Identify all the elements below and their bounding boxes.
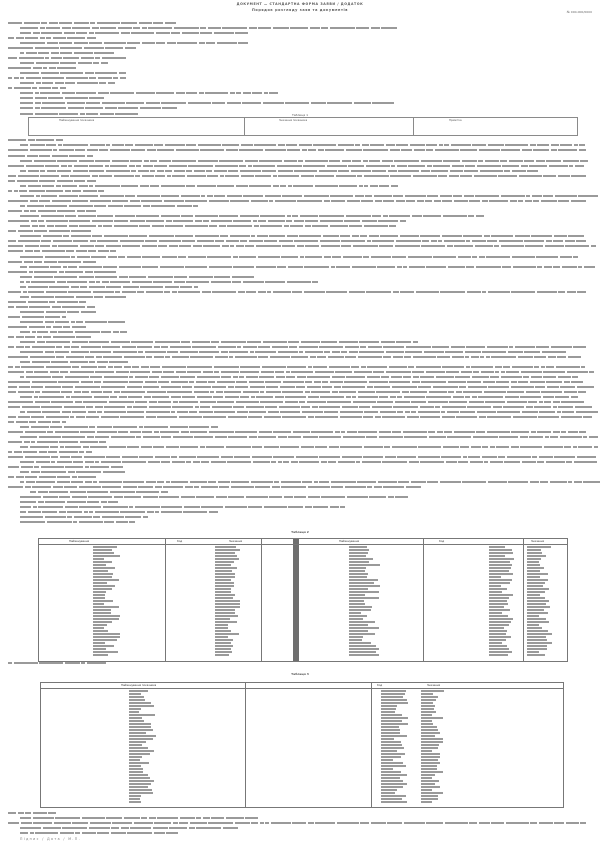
- data-table-3: [40, 682, 564, 808]
- text-line: [8, 77, 128, 80]
- table-cell: [489, 654, 510, 657]
- text-line: [8, 336, 98, 339]
- t3-h3: Значення: [427, 684, 441, 687]
- text-line: [20, 185, 400, 188]
- small-table-col-2: Значення показника: [279, 119, 308, 122]
- text-line: [20, 351, 570, 354]
- text-line: [8, 346, 588, 349]
- text-line: [20, 52, 120, 55]
- text-line: [8, 230, 98, 233]
- text-line: [8, 366, 588, 369]
- text-line: [8, 431, 588, 434]
- parameters-table: [28, 117, 578, 136]
- text-line: [8, 822, 588, 825]
- text-line: [8, 149, 588, 152]
- text-line: [20, 471, 130, 474]
- text-line: [20, 827, 240, 830]
- table-cell: [381, 801, 409, 804]
- t2-h5: Код: [439, 540, 445, 543]
- text-line: [8, 57, 128, 60]
- text-line: [20, 311, 100, 314]
- text-line: [8, 406, 598, 409]
- text-line: [20, 72, 130, 75]
- text-line: [8, 240, 588, 243]
- text-line: [8, 220, 408, 223]
- table-cell: [215, 654, 231, 657]
- t2-h4: Найменування: [339, 540, 360, 543]
- document-subtitle: Порядок розгляду заяв та документів: [251, 8, 349, 12]
- text-line: [30, 491, 170, 494]
- text-line: [8, 261, 98, 264]
- table2-header: [39, 539, 567, 545]
- text-line: [20, 92, 280, 95]
- text-line: [20, 376, 580, 379]
- text-line: [8, 466, 128, 469]
- text-line: [20, 521, 140, 524]
- text-line: [8, 291, 588, 294]
- text-line: [8, 190, 108, 193]
- text-line: [20, 516, 150, 519]
- text-line: [20, 511, 220, 514]
- text-line: [20, 97, 110, 100]
- small-table-caption: Таблиця 1: [291, 113, 309, 117]
- text-line: [8, 421, 68, 424]
- signature-line: Підпис / Дата / М.П.: [20, 837, 82, 841]
- document-number: № 000-000/0000: [566, 10, 592, 14]
- text-line: [20, 160, 590, 163]
- text-line: [20, 296, 130, 299]
- text-line: [8, 200, 588, 203]
- text-line: [8, 812, 58, 815]
- text-line: [20, 144, 590, 147]
- text-line: [20, 281, 320, 284]
- text-line: [8, 441, 108, 444]
- table-cell: [527, 654, 547, 657]
- text-line: [20, 107, 180, 110]
- text-line: [20, 235, 590, 238]
- text-line: [20, 506, 350, 509]
- text-line: [8, 486, 428, 489]
- text-line: [20, 341, 420, 344]
- text-line: [20, 501, 120, 504]
- t2-h3: Значення: [229, 540, 243, 543]
- text-line: [20, 461, 600, 464]
- text-line: [20, 496, 410, 499]
- text-line: [8, 356, 588, 359]
- text-line: [8, 326, 88, 329]
- text-line: [8, 306, 98, 309]
- text-line: [20, 361, 130, 364]
- text-line: [20, 27, 400, 30]
- text-line: [20, 436, 600, 439]
- text-line: [8, 301, 88, 304]
- text-line: [8, 451, 98, 454]
- text-line: [8, 456, 598, 459]
- text-line: [20, 42, 250, 45]
- text-line: [8, 22, 178, 25]
- text-line: [20, 62, 110, 65]
- data-table-2: [38, 538, 568, 662]
- text-line: [20, 276, 260, 279]
- table2-heading: Таблиця 2: [291, 530, 309, 534]
- text-line: [20, 426, 220, 429]
- small-table-col-3: Примітка: [449, 119, 462, 122]
- text-line: [20, 286, 200, 289]
- small-table-col-1: Найменування показника: [59, 119, 95, 122]
- text-line: [20, 832, 180, 835]
- text-line: [8, 67, 78, 70]
- text-line: [8, 316, 68, 319]
- text-line: [20, 256, 580, 259]
- text-line: [20, 215, 490, 218]
- table-cell: [349, 654, 381, 657]
- t3-h1: Найменування показника: [121, 684, 157, 687]
- text-line: [20, 481, 600, 484]
- text-line: [8, 381, 588, 384]
- t2-h2: Код: [177, 540, 183, 543]
- text-line: [8, 37, 98, 40]
- text-line: [20, 205, 200, 208]
- table3-heading: Таблиця 3: [291, 672, 309, 676]
- text-line: [8, 271, 118, 274]
- text-line: [20, 82, 120, 85]
- text-line: [20, 170, 540, 173]
- text-line: [8, 386, 598, 389]
- text-line: [8, 87, 68, 90]
- text-line: [20, 266, 600, 269]
- table-cell: [421, 801, 434, 804]
- text-line: [8, 476, 98, 479]
- t2-h1: Найменування: [69, 540, 90, 543]
- text-line: [8, 662, 108, 665]
- text-line: [8, 210, 98, 213]
- text-line: [8, 250, 118, 253]
- text-line: [20, 331, 130, 334]
- text-line: [20, 195, 600, 198]
- text-line: [20, 321, 130, 324]
- text-line: [20, 102, 400, 105]
- table3-header: [41, 683, 563, 689]
- text-line: [8, 155, 98, 158]
- text-line: [8, 139, 68, 142]
- document-title: ДОКУМЕНТ — СТАНДАРТНА ФОРМА ЗАЯВИ / ДОДАТОК: [236, 2, 364, 6]
- text-line: [8, 245, 598, 248]
- text-line: [20, 396, 580, 399]
- text-line: [8, 180, 98, 183]
- text-line: [8, 175, 588, 178]
- text-line: [20, 817, 260, 820]
- t3-h2: Код: [377, 684, 383, 687]
- text-line: [8, 401, 588, 404]
- text-line: [8, 416, 598, 419]
- text-line: [20, 225, 400, 228]
- text-line: [8, 391, 588, 394]
- table-cell: [93, 654, 110, 657]
- t2-h6: Значення: [531, 540, 545, 543]
- text-line: [20, 446, 600, 449]
- table-cell: [129, 801, 143, 804]
- text-line: [20, 411, 600, 414]
- text-line: [8, 371, 598, 374]
- text-line: [20, 32, 250, 35]
- text-line: [8, 47, 138, 50]
- text-line: [8, 165, 588, 168]
